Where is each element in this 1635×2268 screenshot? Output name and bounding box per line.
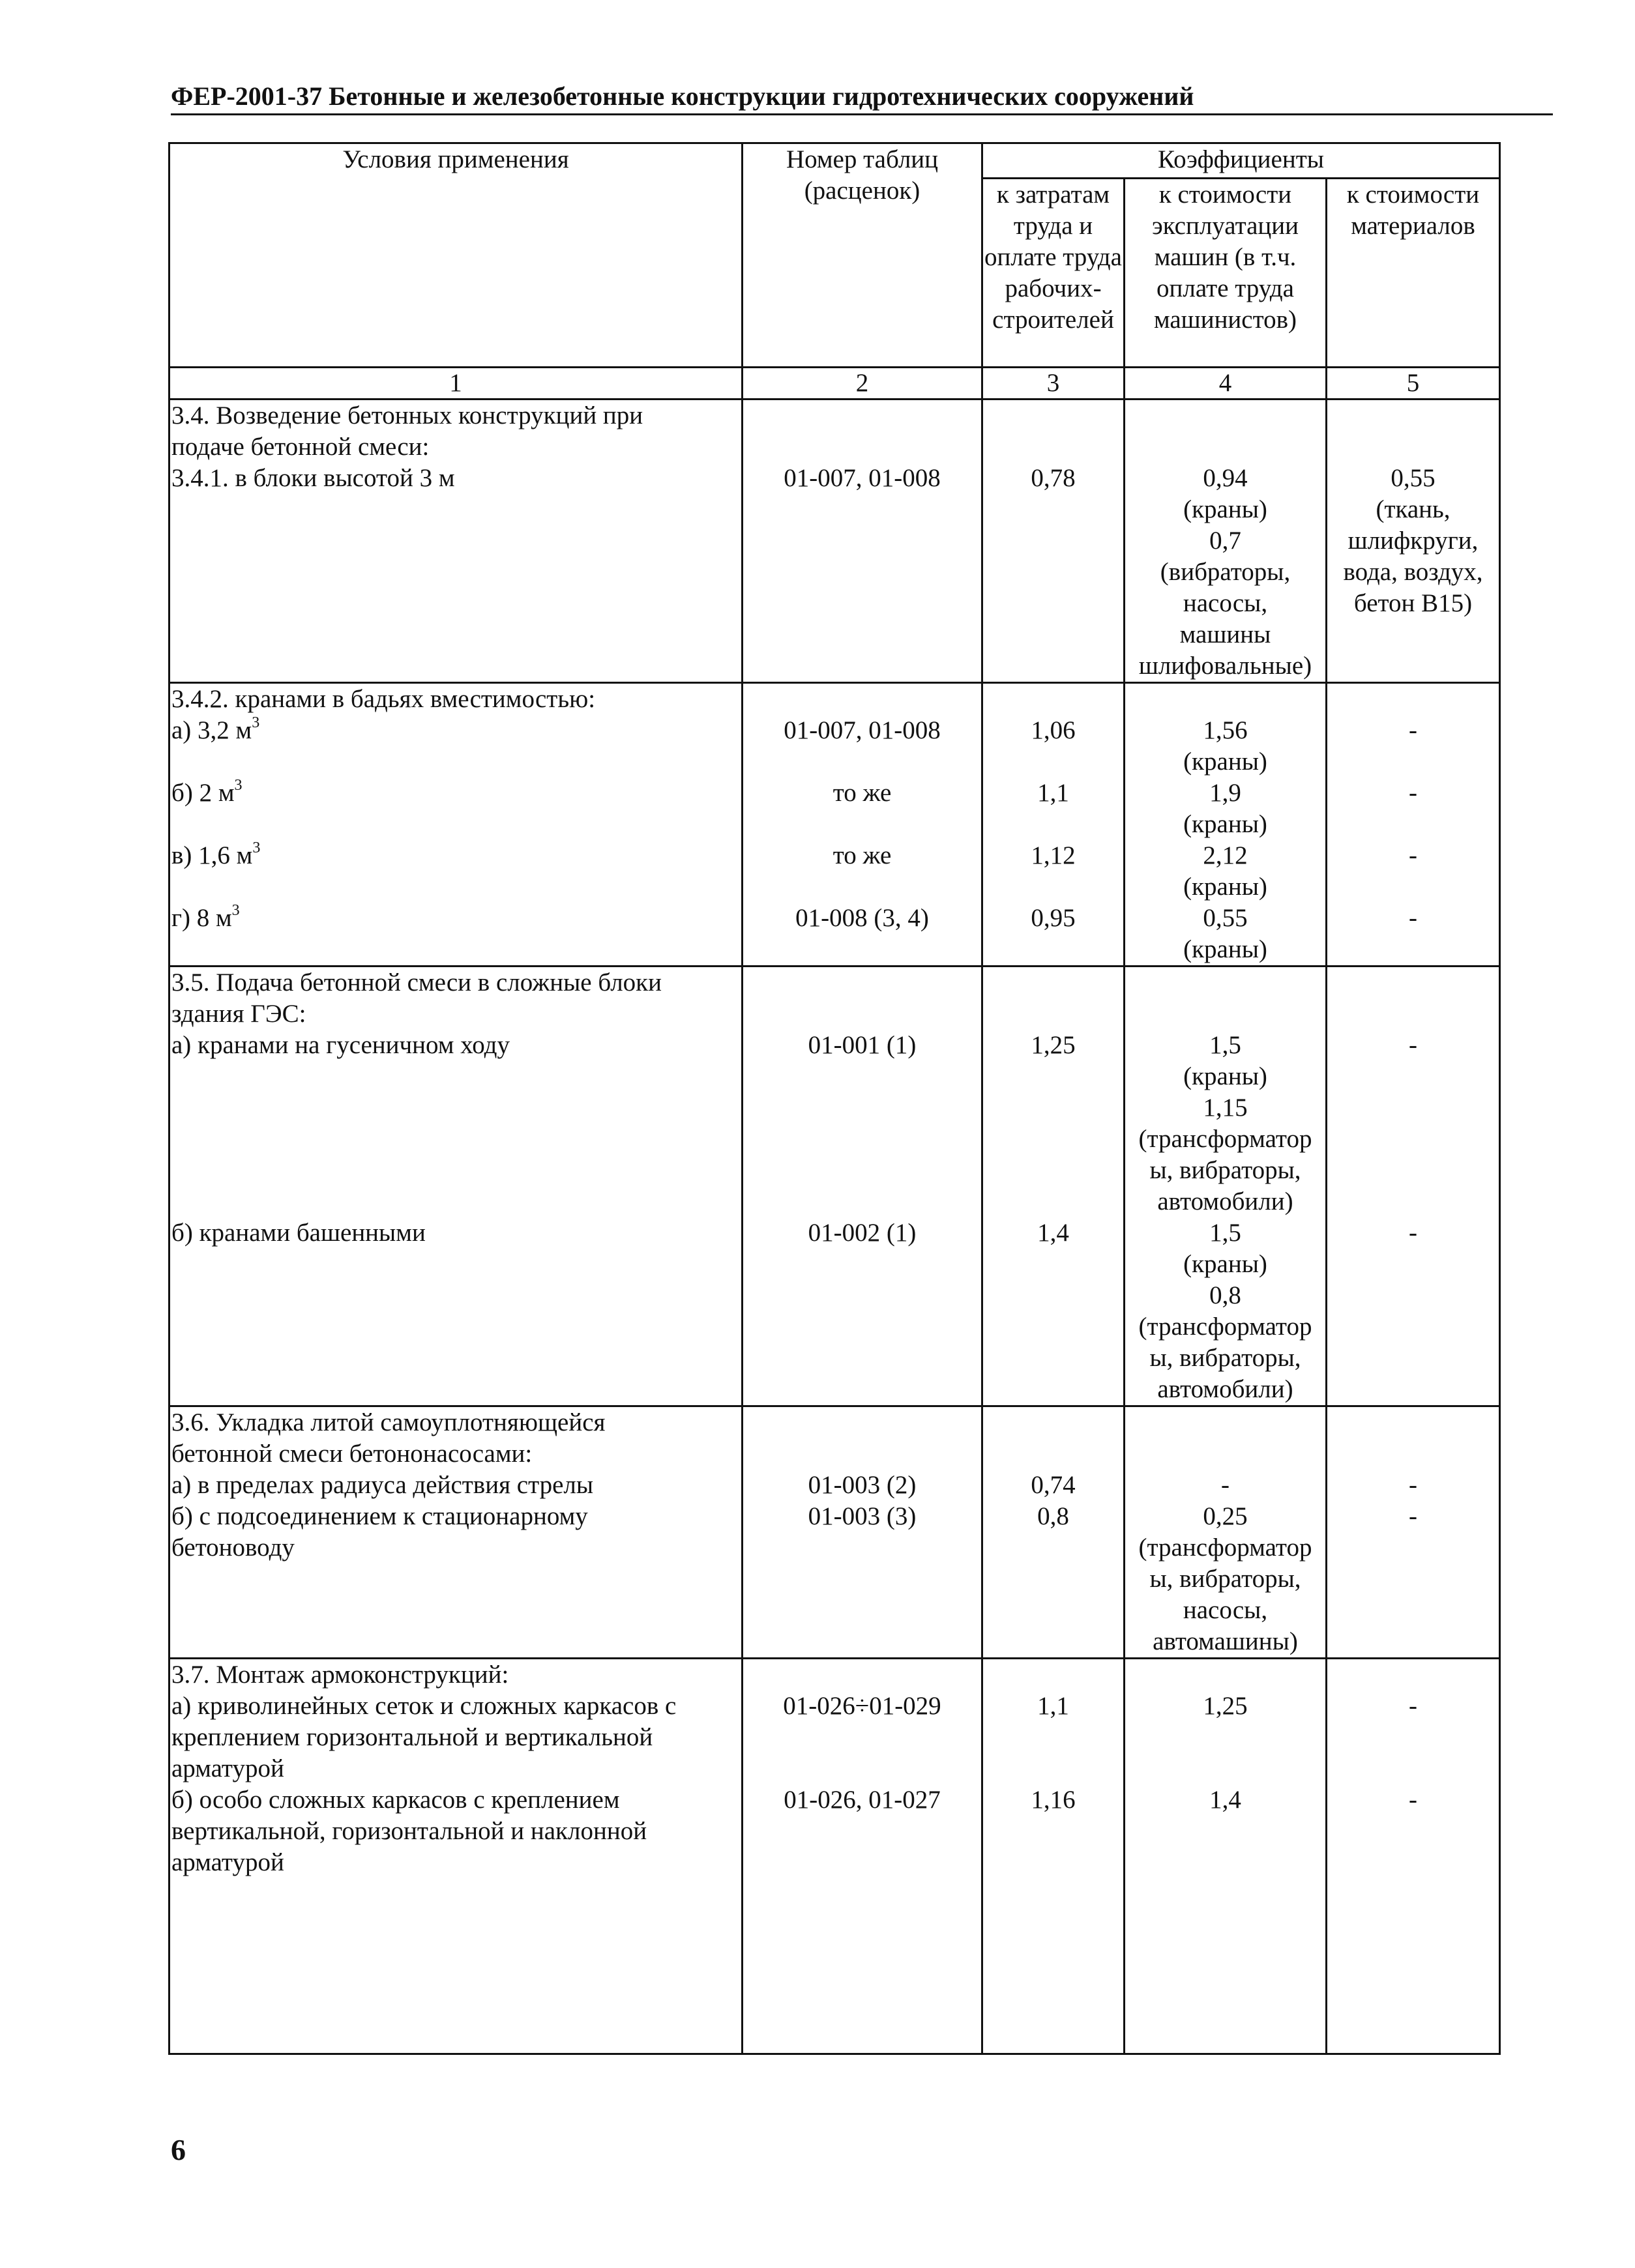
labor-coef: 0,74 bbox=[1031, 1471, 1076, 1499]
labor-coef: 1,12 bbox=[1031, 841, 1076, 869]
material-coef: - bbox=[1409, 1692, 1417, 1720]
machine-coef: 1,15 bbox=[1203, 1094, 1248, 1122]
labor-coef: 1,1 bbox=[1037, 1692, 1069, 1720]
machine-note: (трансформатор bbox=[1138, 1534, 1312, 1562]
machine-coef: 1,5 bbox=[1209, 1219, 1241, 1247]
col-number: 2 bbox=[743, 368, 982, 400]
machine-coef: 1,56 bbox=[1203, 716, 1248, 744]
material-coef: - bbox=[1409, 904, 1417, 932]
row-label: б) с подсоединением к стационарному bbox=[171, 1502, 588, 1530]
row-label: б) 2 $м^3$ bbox=[171, 777, 243, 807]
row-label: арматурой bbox=[171, 1754, 284, 1782]
section-title: 3.4. Возведение бетонных конструкций при bbox=[171, 401, 643, 429]
machine-note: шлифовальные) bbox=[1138, 652, 1312, 680]
table-ref: то же bbox=[832, 779, 892, 807]
col-number: 3 bbox=[982, 368, 1125, 400]
row-label: г) 8 $м^3$ bbox=[171, 902, 240, 932]
row-label: бетоноводу bbox=[171, 1534, 295, 1562]
col-number: 4 bbox=[1125, 368, 1327, 400]
machine-note: (вибраторы, bbox=[1160, 558, 1291, 586]
running-header: ФЕР-2001-37 Бетонные и железобетонные конструкции гидротехнических сооружений bbox=[171, 83, 1553, 115]
table-ref: 01-008 (3, 4) bbox=[795, 904, 929, 932]
table-ref: 01-001 (1) bbox=[808, 1031, 917, 1059]
machine-note: (краны) bbox=[1183, 873, 1267, 901]
machine-note: (краны) bbox=[1183, 748, 1267, 776]
col-number: 5 bbox=[1327, 368, 1500, 400]
section-title: подаче бетонной смеси: bbox=[171, 433, 430, 461]
section-3-5 bbox=[169, 967, 1500, 1406]
machine-coef: 1,4 bbox=[1209, 1786, 1241, 1814]
material-note: (ткань, bbox=[1376, 495, 1451, 523]
header-machines: к стоимости эксплуатации машин (в т.ч. оплате труда машинистов) bbox=[1125, 179, 1327, 368]
table-ref: то же bbox=[832, 841, 892, 869]
material-note: шлифкруги, bbox=[1348, 527, 1479, 555]
section-3-6 bbox=[169, 1406, 1500, 1659]
labor-coef: 0,8 bbox=[1037, 1502, 1069, 1530]
machine-note: (краны) bbox=[1183, 495, 1267, 523]
machine-coef: 1,5 bbox=[1209, 1031, 1241, 1059]
machine-note: ы, вибраторы, bbox=[1149, 1565, 1301, 1593]
coefficients-table bbox=[168, 142, 1501, 2055]
row-label: креплением горизонтальной и вертикальной bbox=[171, 1723, 653, 1751]
header-conditions: Условия применения bbox=[169, 143, 743, 368]
section-title: 3.5. Подача бетонной смеси в сложные блоки bbox=[171, 968, 662, 996]
table-ref: 01-002 (1) bbox=[808, 1219, 917, 1247]
material-coef: - bbox=[1409, 841, 1417, 869]
machine-coef: 0,7 bbox=[1209, 527, 1241, 555]
labor-coef: 1,1 bbox=[1037, 779, 1069, 807]
material-coef: - bbox=[1409, 1502, 1417, 1530]
table-ref: 01-026, 01-027 bbox=[784, 1786, 941, 1814]
col-number: 1 bbox=[169, 368, 743, 400]
row-label: б) особо сложных каркасов с креплением bbox=[171, 1786, 620, 1814]
row-label: арматурой bbox=[171, 1848, 284, 1876]
machine-coef: 1,9 bbox=[1209, 779, 1241, 807]
section-title: бетонной смеси бетононасосами: bbox=[171, 1440, 533, 1468]
material-note: вода, воздух, bbox=[1343, 558, 1483, 586]
labor-coef: 1,4 bbox=[1037, 1219, 1069, 1247]
machine-note: ы, вибраторы, bbox=[1149, 1344, 1301, 1372]
machine-note: (краны) bbox=[1183, 1250, 1267, 1278]
machine-note: автомобили) bbox=[1157, 1187, 1293, 1215]
row-label: в) 1,6 $м^3$ bbox=[171, 839, 261, 869]
row-label: а) в пределах радиуса действия стрелы bbox=[171, 1471, 594, 1499]
machine-note: (краны) bbox=[1183, 1062, 1267, 1090]
section-title: 3.4.2. кранами в бадьях вместимостью: bbox=[171, 685, 596, 713]
labor-coef: 0,95 bbox=[1031, 904, 1076, 932]
row-label: 3.4.1. в блоки высотой 3 м bbox=[171, 464, 455, 492]
material-coef: - bbox=[1409, 1219, 1417, 1247]
table-ref: 01-003 (3) bbox=[808, 1502, 917, 1530]
section-title: 3.6. Укладка литой самоуплотняющейся bbox=[171, 1408, 606, 1436]
machine-note: машины bbox=[1179, 620, 1271, 648]
header-table-numbers: Номер таблиц (расценок) bbox=[743, 143, 982, 368]
machine-note: ы, вибраторы, bbox=[1149, 1156, 1301, 1184]
labor-coef: 1,16 bbox=[1031, 1786, 1076, 1814]
machine-note: (краны) bbox=[1183, 935, 1267, 963]
section-3-4 bbox=[169, 400, 1500, 683]
header-coefficients: Коэффициенты bbox=[982, 143, 1500, 179]
section-title: здания ГЭС: bbox=[171, 1000, 306, 1028]
row-label: а) кранами на гусеничном ходу bbox=[171, 1031, 510, 1059]
page-number: 6 bbox=[171, 2133, 186, 2166]
row-label: вертикальной, горизонтальной и наклонной bbox=[171, 1817, 647, 1845]
material-coef: 0,55 bbox=[1391, 464, 1436, 492]
machine-note: (краны) bbox=[1183, 810, 1267, 838]
machine-note: автомобили) bbox=[1157, 1375, 1293, 1403]
labor-coef: 1,25 bbox=[1031, 1031, 1076, 1059]
table-ref: 01-003 (2) bbox=[808, 1471, 917, 1499]
machine-note: насосы, bbox=[1183, 1596, 1268, 1624]
machine-coef: - bbox=[1221, 1471, 1230, 1499]
labor-coef: 0,78 bbox=[1031, 464, 1076, 492]
header-labor: к затратам труда и оплате труда рабочих-строителей bbox=[982, 179, 1125, 368]
section-3-7 bbox=[169, 1659, 1500, 2054]
machine-note: насосы, bbox=[1183, 589, 1268, 617]
row-label: б) кранами башенными bbox=[171, 1219, 426, 1247]
table-ref: 01-007, 01-008 bbox=[784, 464, 941, 492]
material-coef: - bbox=[1409, 716, 1417, 744]
table-ref: 01-007, 01-008 bbox=[784, 716, 941, 744]
machine-note: автомашины) bbox=[1153, 1627, 1298, 1655]
machine-note: (трансформатор bbox=[1138, 1313, 1312, 1341]
material-note: бетон В15) bbox=[1353, 589, 1473, 617]
header-materials: к стоимости материалов bbox=[1327, 179, 1500, 368]
machine-coef: 0,25 bbox=[1203, 1502, 1248, 1530]
section-title: 3.7. Монтаж армоконструкций: bbox=[171, 1661, 509, 1689]
machine-coef: 0,8 bbox=[1209, 1281, 1241, 1309]
section-3-4-2 bbox=[169, 683, 1500, 967]
material-coef: - bbox=[1409, 779, 1417, 807]
machine-coef: 1,25 bbox=[1203, 1692, 1248, 1720]
machine-note: (трансформатор bbox=[1138, 1125, 1312, 1153]
row-label: а) криволинейных сеток и сложных каркасов с bbox=[171, 1692, 677, 1720]
machine-coef: 0,55 bbox=[1203, 904, 1248, 932]
machine-coef: 2,12 bbox=[1203, 841, 1248, 869]
labor-coef: 1,06 bbox=[1031, 716, 1076, 744]
material-coef: - bbox=[1409, 1471, 1417, 1499]
material-coef: - bbox=[1409, 1786, 1417, 1814]
machine-coef: 0,94 bbox=[1203, 464, 1248, 492]
material-coef: - bbox=[1409, 1031, 1417, 1059]
table-ref: 01-026÷01-029 bbox=[783, 1692, 941, 1720]
row-label: а) 3,2 $м^3$ bbox=[171, 714, 260, 744]
